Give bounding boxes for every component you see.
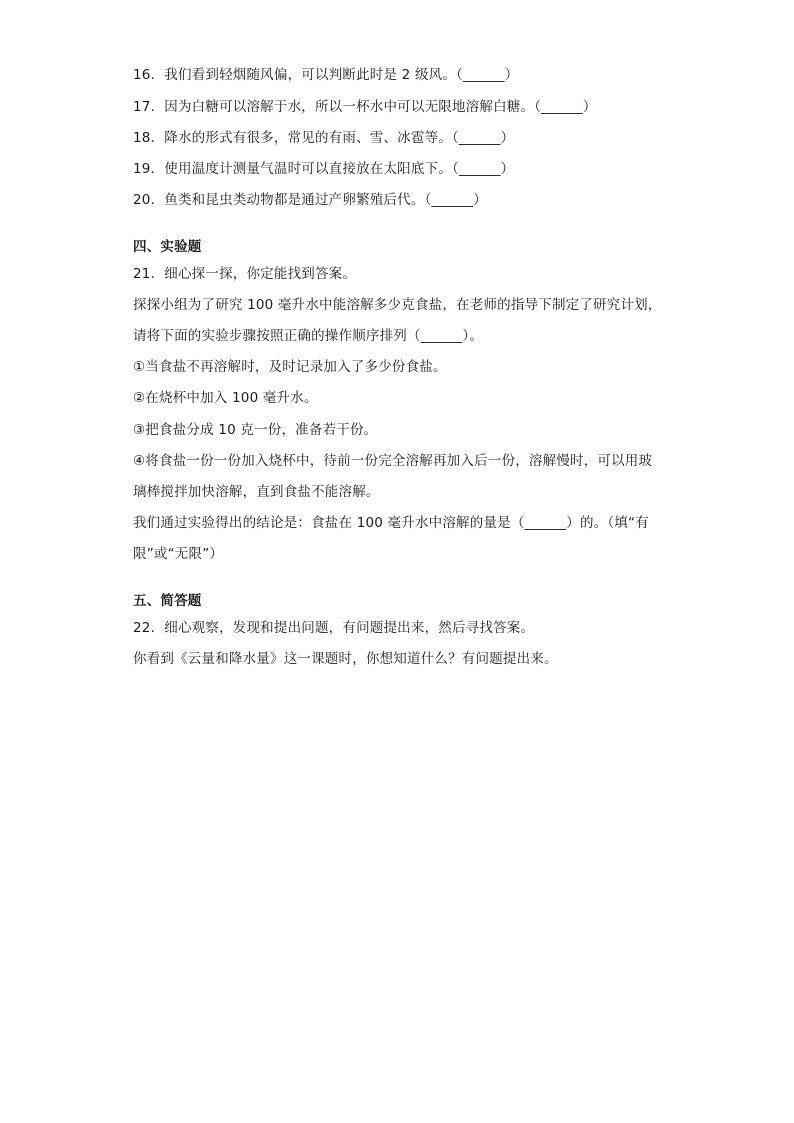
section-heading-experiment: 四、实验题 [133,239,202,255]
question-18: 18．降水的形式有很多，常见的有雨、雪、冰雹等。（______） [133,130,515,146]
question-19: 19．使用温度计测量气温时可以直接放在太阳底下。（______） [133,161,515,177]
experiment-step-4-continued: 璃棒搅拌加快溶解，直到食盐不能溶解。 [133,484,380,500]
question-20: 20．鱼类和昆虫类动物都是通过产卵繁殖后代。（______） [133,192,487,208]
question-16: 16．我们看到轻烟随风偏，可以判断此时是 2 级风。（______） [133,67,519,83]
question-21-title: 21．细心探一探，你定能找到答案。 [133,266,357,282]
conclusion-line-1: 我们通过实验得出的结论是：食盐在 100 毫升水中溶解的量是（______）的。（填“有 [133,515,649,531]
question-21-intro-line-1: 探探小组为了研究 100 毫升水中能溶解多少克食盐，在老师的指导下制定了研究计划， [133,297,662,313]
question-22-title: 22．细心观察，发现和提出问题，有问题提出来，然后寻找答案。 [133,620,535,636]
question-17: 17．因为白糖可以溶解于水，所以一杯水中可以无限地溶解白糖。（______） [133,99,597,115]
experiment-step-4: ④将食盐一份一份加入烧杯中，待前一份完全溶解再加入后一份，溶解慢时，可以用玻 [133,453,653,469]
conclusion-line-2: 限”或“无限”） [133,546,224,562]
question-22-body: 你看到《云量和降水量》这一课题时，你想知道什么？有问题提出来。 [133,651,558,667]
experiment-step-2: ②在烧杯中加入 100 毫升水。 [133,390,318,406]
question-21-intro-line-2: 请将下面的实验步骤按照正确的操作顺序排列（______）。 [133,328,484,344]
experiment-step-1: ①当食盐不再溶解时，及时记录加入了多少份食盐。 [133,359,447,375]
section-heading-short-answer: 五、简答题 [133,593,202,609]
experiment-step-3: ③把食盐分成 10 克一份，准备若干份。 [133,422,378,438]
